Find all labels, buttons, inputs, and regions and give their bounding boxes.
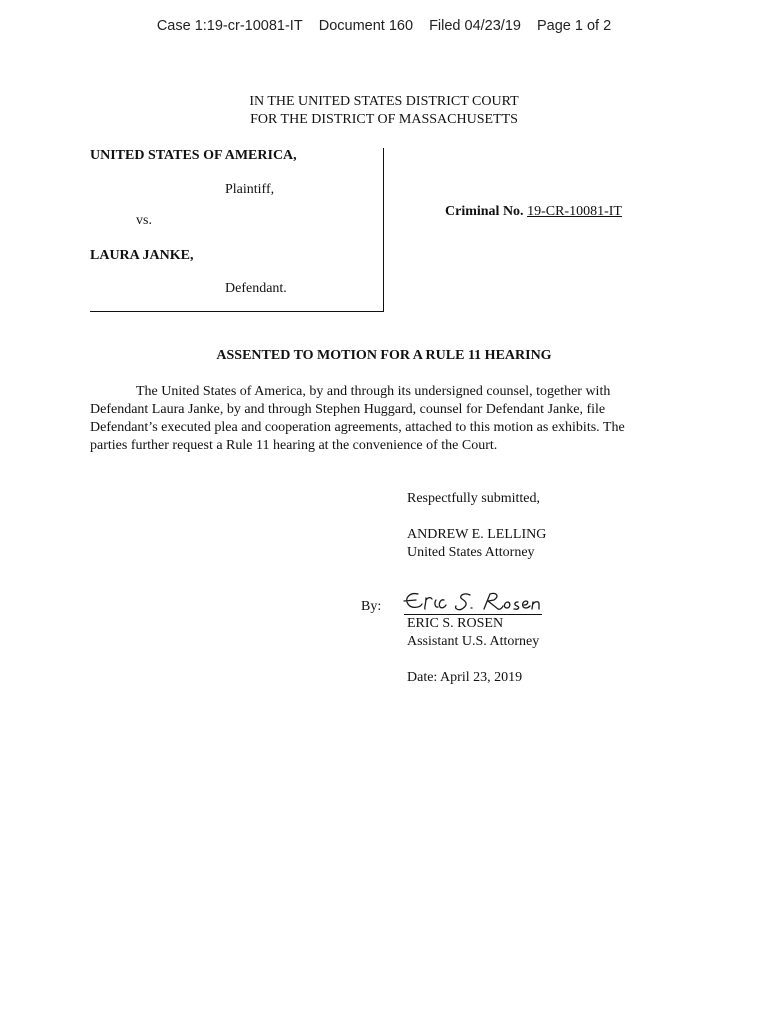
page-indicator: Page 1 of 2 [537, 18, 612, 34]
signer-title: Assistant U.S. Attorney [407, 634, 540, 649]
us-attorney-name: ANDREW E. LELLING [407, 527, 547, 542]
caption-horizontal-rule [90, 311, 384, 312]
us-attorney-title: United States Attorney [407, 545, 535, 560]
plaintiff-name: UNITED STATES OF AMERICA, [90, 148, 297, 163]
defendant-name: LAURA JANKE, [90, 248, 194, 263]
criminal-number-value: 19-CR-10081-IT [527, 204, 622, 219]
signature-date: Date: April 23, 2019 [407, 670, 523, 685]
court-name-line-1: IN THE UNITED STATES DISTRICT COURT [249, 94, 519, 109]
caption-vertical-rule [383, 148, 384, 311]
plaintiff-role: Plaintiff, [225, 182, 275, 197]
closing-text: Respectfully submitted, [407, 491, 540, 506]
ecf-header-stamp [0, 18, 768, 34]
criminal-number-label: Criminal No. [445, 204, 524, 219]
case-number: Case 1:19-cr-10081-IT [156, 18, 303, 34]
handwritten-signature [400, 584, 550, 618]
signature-line [404, 614, 542, 615]
defendant-role: Defendant. [225, 281, 287, 296]
motion-title: ASSENTED TO MOTION FOR A RULE 11 HEARING [216, 348, 552, 363]
criminal-number-field [445, 204, 622, 220]
by-label: By: [361, 599, 382, 614]
versus-label: vs. [136, 213, 152, 228]
document-number: Document 160 [318, 18, 414, 34]
court-name-line-2: FOR THE DISTRICT OF MASSACHUSETTS [250, 112, 518, 127]
body-line: parties further request a Rule 11 hearing at the convenience of the Court. [90, 438, 498, 453]
signer-name: ERIC S. ROSEN [407, 616, 504, 631]
filed-date: Filed 04/23/19 [429, 18, 521, 34]
body-line: Defendant’s executed plea and cooperation agreements, attached to this motion as exhibits. The [90, 420, 625, 435]
motion-body [90, 383, 680, 455]
body-line: The United States of America, by and through its undersigned counsel, together with [136, 384, 611, 399]
body-line: Defendant Laura Janke, by and through Stephen Huggard, counsel for Defendant Janke, file [90, 402, 606, 417]
